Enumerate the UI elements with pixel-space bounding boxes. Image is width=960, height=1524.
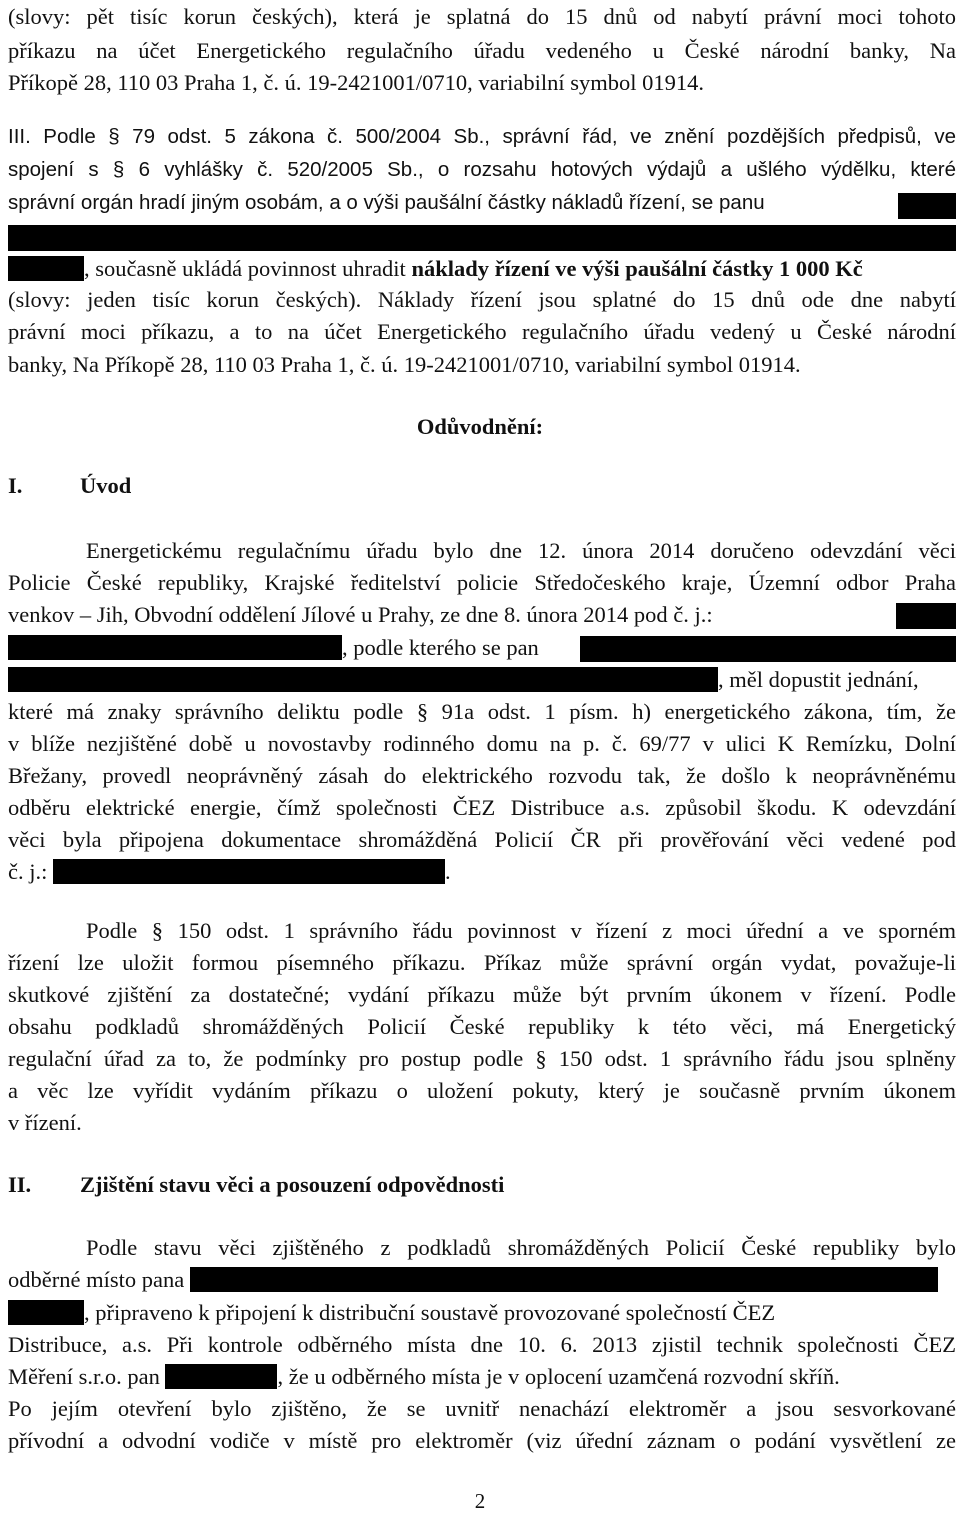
s1p1-line-10: věci byla připojena dokumentace shromážděná Policií ČR při prověřování věci vedené pod (8, 827, 956, 852)
s1p1-line-6: které má znaky správního deliktu podle § 91a odst. 1 písm. h) energetického zákona, tím, že (8, 699, 956, 724)
fee-line-1: (slovy: pět tisíc korun českých), která je splatná do 15 dnů od nabytí právní moci tohoto (8, 4, 956, 29)
costs-line-5 (8, 254, 956, 284)
reasoning-heading: Odůvodnění: (416, 414, 544, 439)
costs-line-5-text: , současně ukládá povinnost uhradit (84, 256, 412, 281)
redaction-box (53, 859, 445, 884)
s1p1-line-5 (8, 665, 956, 695)
s1p1-line-11-pre: č. j.: (8, 859, 48, 884)
s1p1-line-2: Policie České republiky, Krajské ředitelství policie Středočeského kraje, Územní odbor Praha (8, 570, 956, 595)
section-2-number: II. (8, 1172, 32, 1197)
s1p2-line-5: regulační úřad za to, že podmínky pro postup podle § 150 odst. 1 správního řádu jsou splněny (8, 1046, 956, 1071)
s1p2-line-6: a věc lze vyřídit vydáním příkazu o uložení pokuty, který je současně prvním úkonem (8, 1078, 956, 1103)
s1p1-line-3: venkov – Jih, Obvodní oddělení Jílové u Prahy, ze dne 8. února 2014 pod č. j.: (8, 602, 713, 627)
s2p1-line-4: Distribuce, a.s. Při kontrole odběrného místa dne 10. 6. 2013 zjistil technik společnosti ČEZ (8, 1332, 956, 1357)
redaction-box (8, 635, 342, 660)
s1p1-line-4-text: , podle kterého se pan (342, 635, 539, 660)
redaction-box (898, 193, 956, 219)
s1p1-line-9: odběru elektrické energie, čímž společnosti ČEZ Distribuce a.s. způsobil škodu. K odevzdání (8, 795, 956, 820)
redaction-box (8, 225, 956, 251)
costs-line-6: (slovy: jeden tisíc korun českých). Náklady řízení jsou splatné do 15 dnů ode dne nabytí (8, 287, 956, 312)
costs-line-8: banky, Na Příkopě 28, 110 03 Praha 1, č. ú. 19-2421001/0710, variabilní symbol 01914. (8, 352, 801, 377)
s2p1-line-5 (8, 1362, 956, 1392)
section-2-title: Zjištění stavu věci a posouzení odpovědnosti (80, 1172, 505, 1197)
section-1-number: I. (8, 473, 23, 498)
s2p1-line-5-pre: Měření s.r.o. pan (8, 1364, 160, 1389)
s2p1-line-3-text: , připraveno k připojení k distribuční soustavě provozované společností ČEZ (84, 1300, 776, 1325)
costs-line-1: III. Podle § 79 odst. 5 zákona č. 500/2004 Sb., správní řád, ve znění pozdějších předpisů, ve (8, 125, 956, 148)
s1p2-line-1: Podle § 150 odst. 1 správního řádu povinnost v řízení z moci úřední a ve sporném (86, 918, 956, 943)
s2p1-line-2-text: odběrné místo pana (8, 1267, 185, 1292)
s2p1-line-1: Podle stavu věci zjištěného z podkladů shromážděných Policií České republiky bylo (86, 1235, 956, 1260)
costs-line-7: právní moci příkazu, a to na účet Energetického regulačního úřadu vedený u České národní (8, 319, 956, 344)
redaction-box (165, 1364, 277, 1389)
s1p1-line-11-post: . (445, 859, 451, 884)
s1p2-line-3: skutkové zjištění za dostatečné; vydání příkazu může být prvním úkonem v řízení. Podle (8, 982, 956, 1007)
fee-line-3: Příkopě 28, 110 03 Praha 1, č. ú. 19-2421001/0710, variabilní symbol 01914. (8, 70, 704, 95)
s1p1-line-1: Energetickému regulačnímu úřadu bylo dne 12. února 2014 doručeno odevzdání věci (86, 538, 956, 563)
s1p2-line-4: obsahu podkladů shromážděných Policií České republiky k této věci, má Energetický (8, 1014, 956, 1039)
section-1-heading (8, 471, 956, 501)
redaction-box (190, 1267, 938, 1292)
s1p1-line-11 (8, 857, 956, 887)
s2p1-line-6: Po jejím otevření bylo zjištěno, že se uvnitř nenachází elektroměr a jsou sesvorkované (8, 1396, 956, 1421)
redaction-box (8, 667, 718, 692)
redaction-box (896, 603, 956, 629)
s1p1-line-7: v blíže nezjištěné době u novostavby rodinného domu na p. č. 69/77 v ulici K Remízku, Dolní (8, 731, 956, 756)
costs-line-3: správní orgán hradí jiným osobám, a o výši paušální částky nákladů řízení, se panu (8, 191, 765, 214)
costs-amount: náklady řízení ve výši paušální částky 1 000 Kč (411, 256, 863, 281)
redaction-box (580, 636, 956, 662)
section-2-heading (8, 1170, 956, 1200)
redaction-box (8, 1300, 84, 1325)
fee-line-2: příkazu na účet Energetického regulačního úřadu vedeného u České národní banky, Na (8, 38, 956, 63)
s1p1-line-8: Břežany, provedl neoprávněný zásah do elektrického rozvodu tak, že došlo k neoprávněnému (8, 763, 956, 788)
s2p1-line-2 (8, 1265, 956, 1295)
s2p1-line-7: přívodní a odvodní vodiče v místě pro elektroměr (viz úřední záznam o podání vysvětlení ze (8, 1428, 956, 1453)
costs-line-2: spojení s § 6 vyhlášky č. 520/2005 Sb., o rozsahu hotových výdajů a ušlého výdělku, které (8, 158, 956, 181)
page-number: 2 (474, 1489, 486, 1513)
s2p1-line-3 (8, 1298, 956, 1328)
section-1-title: Úvod (80, 473, 132, 498)
s1p1-line-5-text: , měl dopustit jednání, (718, 667, 919, 692)
redaction-box (8, 256, 84, 281)
s2p1-line-5-post: , že u odběrného místa je v oplocení uzamčená rozvodní skříň. (277, 1364, 840, 1389)
s1p2-line-7: v řízení. (8, 1110, 82, 1135)
s1p2-line-2: řízení lze uložit formou písemného příkazu. Příkaz může správní orgán vydat, považuje-li (8, 950, 956, 975)
